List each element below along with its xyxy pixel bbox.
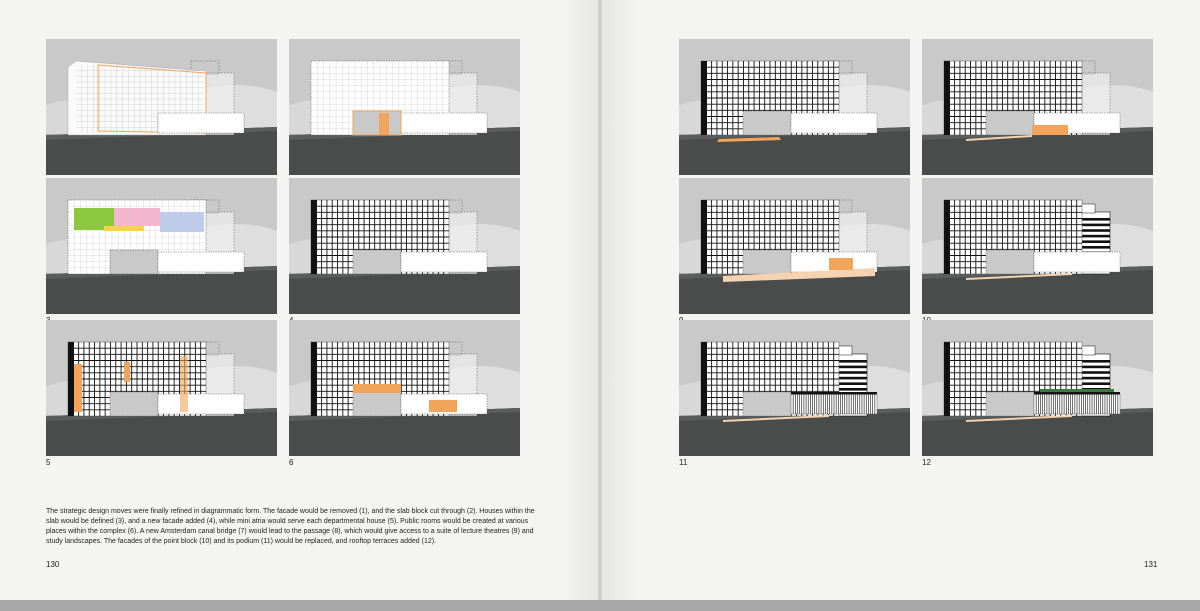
axonometric-diagram — [679, 178, 910, 314]
axonometric-diagram — [922, 178, 1153, 314]
diagram-panel-6 — [289, 320, 520, 456]
axonometric-diagram — [289, 39, 520, 175]
gutter — [598, 0, 602, 600]
figure-number: 11 — [679, 458, 688, 467]
caption — [46, 507, 536, 547]
axonometric-diagram — [46, 320, 277, 456]
axonometric-diagram — [289, 320, 520, 456]
diagram-panel-8 — [922, 39, 1153, 175]
axonometric-diagram — [46, 39, 277, 175]
diagram-panel-5 — [46, 320, 277, 456]
diagram-panel-2 — [289, 39, 520, 175]
caption-text: The strategic design moves were finally refined in diagrammatic form. The facade would be removed (1), and the slab block cut through (2). Houses within the slab would be defined (3), and a new facade added (4), while mini atria would serve each departmental house (5). Public rooms would be created at various places within the complex (6). A new Amsterdam canal bridge (7) would lead to the passage (8), which would give access to a suite of lecture theatres (9) and study landscapes. The facades of the point block (10) and its podium (11) would be replaced, and rooftop terraces added (12). — [46, 508, 535, 545]
diagram-panel-12 — [922, 320, 1153, 456]
axonometric-diagram — [679, 320, 910, 456]
page-number-right: 131 — [1144, 560, 1158, 569]
axonometric-diagram — [289, 178, 520, 314]
diagram-panel-7 — [679, 39, 910, 175]
axonometric-diagram — [46, 178, 277, 314]
spine-shadow — [560, 0, 598, 600]
diagram-panel-4 — [289, 178, 520, 314]
axonometric-diagram — [922, 320, 1153, 456]
figure-number: 6 — [289, 458, 294, 467]
diagram-panel-10 — [922, 178, 1153, 314]
page-number-left: 130 — [46, 560, 60, 569]
diagram-panel-9 — [679, 178, 910, 314]
spine-shadow — [602, 0, 640, 600]
axonometric-diagram — [679, 39, 910, 175]
diagram-panel-1 — [46, 39, 277, 175]
figure-number: 12 — [922, 458, 931, 467]
axonometric-diagram — [922, 39, 1153, 175]
diagram-panel-3 — [46, 178, 277, 314]
diagram-panel-11 — [679, 320, 910, 456]
figure-number: 5 — [46, 458, 51, 467]
